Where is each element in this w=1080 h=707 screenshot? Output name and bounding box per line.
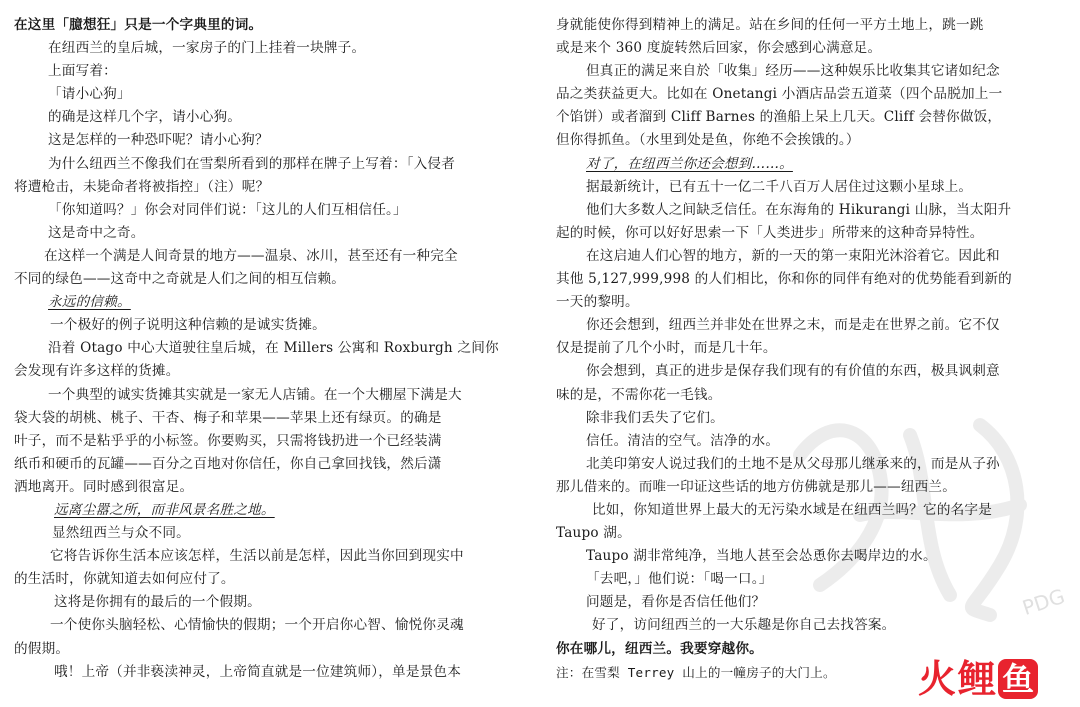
- text-line: Taupo 湖。: [556, 525, 631, 542]
- text-line: 的假期。: [14, 640, 70, 657]
- text-line: 哦！上帝（并非亵渎神灵，上帝简直就是一位建筑师），单是景色本: [54, 663, 462, 680]
- text-line: 显然纽西兰与众不同。: [52, 525, 190, 542]
- text-line: 这将是你拥有的最后的一个假期。: [54, 594, 261, 611]
- text-line: 远离尘嚣之所，而非风景名胜之地。: [54, 501, 275, 518]
- left-column: [14, 14, 530, 684]
- text-line: 但你得抓鱼。（水里到处是鱼，你绝不会挨饿的。）: [556, 132, 860, 149]
- text-line: 一个使你头脑轻松、心情愉快的假期；一个开启你心智、愉悦你灵魂: [50, 617, 464, 634]
- text-line: 注：在雪梨 Terrey 山上的一幢房子的大门上。: [556, 664, 836, 680]
- text-line: 他们大多数人之间缺乏信任。在东海角的 Hikurangi 山脉，当太阳升: [586, 201, 1012, 218]
- text-line: 将遭枪击，未毙命者将被指控」（注）呢？: [14, 178, 270, 195]
- text-line: 比如，你知道世界上最大的无污染水域是在纽西兰吗？它的名字是: [592, 501, 993, 518]
- text-line: 但真正的满足来自於「收集」经历——这种娱乐比收集其它诸如纪念: [586, 63, 1000, 80]
- text-line: 那儿借来的。而唯一印证这些话的地方仿佛就是那儿——纽西兰。: [556, 478, 957, 495]
- text-line: 为什么纽西兰不像我们在雪梨所看到的那样在牌子上写着：「入侵者: [48, 155, 456, 172]
- text-line: 「请小心狗」: [48, 86, 131, 103]
- text-line: 起的时候，你可以好好思索一下「人类进步」所带来的这种奇异特性。: [556, 224, 984, 241]
- text-line: 在纽西兰的皇后城，一家房子的门上挂着一块牌子。: [48, 40, 366, 57]
- text-line: 信任。清洁的空气。洁净的水。: [586, 432, 780, 449]
- text-line: 洒地离开。同时感到很富足。: [14, 478, 194, 495]
- text-line: 的生活时，你就知道去如何应付了。: [14, 571, 235, 588]
- text-line: 在这样一个满是人间奇景的地方——温泉、冰川，甚至还有一种完全: [44, 247, 458, 264]
- text-line: 它将告诉你生活本应该怎样，生活以前是怎样，因此当你回到现实中: [50, 548, 464, 565]
- text-line: 一天的黎明。: [556, 294, 639, 311]
- text-line: 的确是这样几个字，请小心狗。: [48, 109, 242, 126]
- text-line: 除非我们丢失了它们。: [586, 409, 724, 426]
- text-line: 其他 5,127,999,998 的人们相比，你和你的同伴有绝对的优势能看到新的: [556, 271, 1012, 288]
- text-line: 纸币和硬币的瓦罐——百分之百地对你信任，你自己拿回找钱，然后潇: [14, 455, 442, 472]
- text-line: 会发现有许多这样的货摊。: [14, 363, 180, 380]
- right-column: [556, 14, 1042, 684]
- logo-char-3: 鱼: [998, 659, 1038, 699]
- text-line: 你还会想到，纽西兰并非处在世界之末，而是走在世界之前。它不仅: [586, 317, 1000, 334]
- logo-char-1: 火: [918, 657, 957, 701]
- text-line: 仅是提前了几个小时，而是几十年。: [556, 340, 777, 357]
- text-line: 品之类获益更大。比如在 Onetangi 小酒店品尝五道菜（四个品脱加上一: [556, 86, 1003, 103]
- text-line: 据最新统计，已有五十一亿二千八百万人居住过这颗小星球上。: [586, 178, 973, 195]
- text-line: 味的是，不需你花一毛钱。: [556, 386, 722, 403]
- text-line: 个馅饼）或者溜到 Cliff Barnes 的渔船上呆上几天。Cliff 会替你做饭，: [556, 109, 1002, 126]
- text-line: 「去吧，」他们说：「喝一口。」: [586, 571, 773, 588]
- text-line: 永远的信赖。: [48, 294, 131, 311]
- text-line: 在这里「臆想狂」只是一个字典里的词。: [14, 17, 263, 33]
- text-line: 一个极好的例子说明这种信赖的是诚实货摊。: [50, 317, 326, 334]
- text-line: 你在哪儿，纽西兰。我要穿越你。: [556, 640, 763, 657]
- logo-char-2: 鲤: [958, 657, 997, 701]
- text-line: 「你知道吗？」你会对同伴们说：「这儿的人们互相信任。」: [48, 201, 407, 218]
- text-line: 对了，在纽西兰你还会想到……。: [586, 155, 793, 172]
- pdg-watermark-text: PDG: [1019, 583, 1068, 621]
- text-line: 叶子，而不是粘乎乎的小标签。你要购买，只需将钱扔进一个已经装满: [14, 432, 442, 449]
- text-line: 或是来个 360 度旋转然后回家，你会感到心满意足。: [556, 40, 882, 57]
- text-line: 在这启迪人们心智的地方，新的一天的第一束阳光沐浴着它。因此和: [586, 247, 1000, 264]
- text-line: 这是奇中之奇。: [48, 224, 145, 241]
- text-line: 问题是，看你是否信任他们？: [586, 594, 766, 611]
- text-line: 身就能使你得到精神上的满足。站在乡间的任何一平方土地上，跳一跳: [556, 17, 984, 33]
- text-line: 上面写着：: [48, 63, 117, 80]
- text-line: 这是怎样的一种恐吓呢？请小心狗？: [48, 132, 269, 149]
- text-line: 北美印第安人说过我们的土地不是从父母那儿继承来的，而是从子孙: [586, 455, 1000, 472]
- text-line: 你会想到，真正的进步是保存我们现有的有价值的东西，极具讽刺意: [586, 363, 1000, 380]
- text-line: 袋大袋的胡桃、桃子、干杏、梅子和苹果——苹果上还有绿页。的确是: [14, 409, 442, 426]
- site-logo: [918, 658, 1068, 700]
- text-line: 好了，访问纽西兰的一大乐趣是你自己去找答案。: [592, 617, 896, 634]
- text-line: 一个典型的诚实货摊其实就是一家无人店铺。在一个大棚屋下满是大: [48, 386, 462, 403]
- text-line: Taupo 湖非常纯净，当地人甚至会怂恿你去喝岸边的水。: [586, 548, 937, 565]
- text-line: 沿着 Otago 中心大道驶往皇后城，在 Millers 公寓和 Roxburgh 之间你: [48, 340, 499, 357]
- text-line: 不同的绿色——这奇中之奇就是人们之间的相互信赖。: [14, 271, 346, 288]
